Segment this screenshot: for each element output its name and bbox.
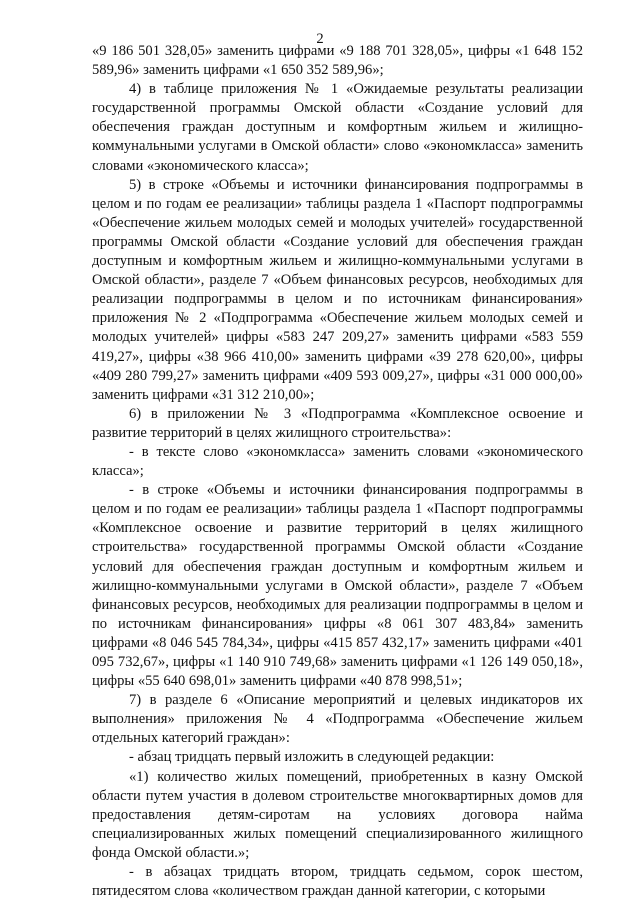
- paragraph-2: 4) в таблице приложения № 1 «Ожидаемые результаты реализации государственной программы Омской области «Создание условий для обеспечения граждан доступным и комфортным жильем и жилищно-коммунальными услугами в Омской области» слово «экономкласса» заменить словами «экономического класса»;: [92, 81, 583, 174]
- paragraph-9: «1) количество жилых помещений, приобретенных в казну Омской области путем участия в долевом строительстве многоквартирных домов для предоставления детям-сиротам на условиях договора найма специализированных жилых помещений специализированного жилищного фонда Омской области.»;: [92, 768, 583, 861]
- paragraph-3: 5) в строке «Объемы и источники финансирования подпрограммы в целом и по годам ее реализации» таблицы раздела 1 «Паспорт подпрограммы «Обеспечение жильем молодых семей и молодых учителей» государственной программы Омской области «Создание условий для обеспечения граждан доступным и комфортным жильем и жилищно-коммунальными услугами в Омской области», разделе 7 «Объем финансовых ресурсов, необходимых для реализации подпрограммы в целом и по источникам финансирования» приложения № 2 «Подпрограмма «Обеспечение жильем молодых семей и молодых учителей» цифры «583 247 209,27» заменить цифрами «583 559 419,27», цифры «38 966 410,00» заменить цифрами «39 278 620,00», цифры «409 280 799,27» заменить цифрами «409 593 009,27», цифры «31 000 000,00» заменить цифрами «31 312 210,00»;: [92, 176, 583, 403]
- paragraph-10: - в абзацах тридцать втором, тридцать седьмом, сорок шестом, пятидесятом слова «количеством граждан данной категории, с которыми: [92, 864, 583, 900]
- paragraph-8: - абзац тридцать первый изложить в следующей редакции:: [129, 749, 495, 766]
- paragraph-4: 6) в приложении № 3 «Подпрограмма «Комплексное освоение и развитие территорий в целях жилищного строительства»:: [92, 405, 583, 441]
- paragraph-5: - в тексте слово «экономкласса» заменить словами «экономического класса»;: [92, 443, 583, 480]
- document-body: [92, 42, 583, 901]
- paragraph-1: «9 186 501 328,05» заменить цифрами «9 188 701 328,05», цифры «1 648 152 589,96» заменить цифрами «1 650 352 589,96»;: [92, 43, 583, 79]
- paragraph-6: - в строке «Объемы и источники финансирования подпрограммы в целом и по годам ее реализации» таблицы раздела 1 «Паспорт подпрограммы «Комплексное освоение и развитие территорий в целях жилищного строительства» государственной программы Омской области «Создание условий для обеспечения граждан доступным и комфортным жильем и жилищно-коммунальными услугами в Омской области», разделе 7 «Объем финансовых ресурсов, необходимых для реализации подпрограммы в целом и по источникам финансирования» цифры «8 061 307 483,84» заменить цифрами «8 046 545 784,34», цифры «415 857 432,17» заменить цифрами «401 095 732,67», цифры «1 140 910 749,68» заменить цифрами «1 126 149 050,18», цифры «55 640 698,01» заменить цифрами «40 878 998,51»;: [92, 482, 583, 690]
- paragraph-7: 7) в разделе 6 «Описание мероприятий и целевых индикаторов их выполнения» приложения № 4 «Подпрограмма «Обеспечение жильем отдельных категорий граждан»:: [92, 692, 583, 747]
- page-number: 2: [316, 31, 324, 47]
